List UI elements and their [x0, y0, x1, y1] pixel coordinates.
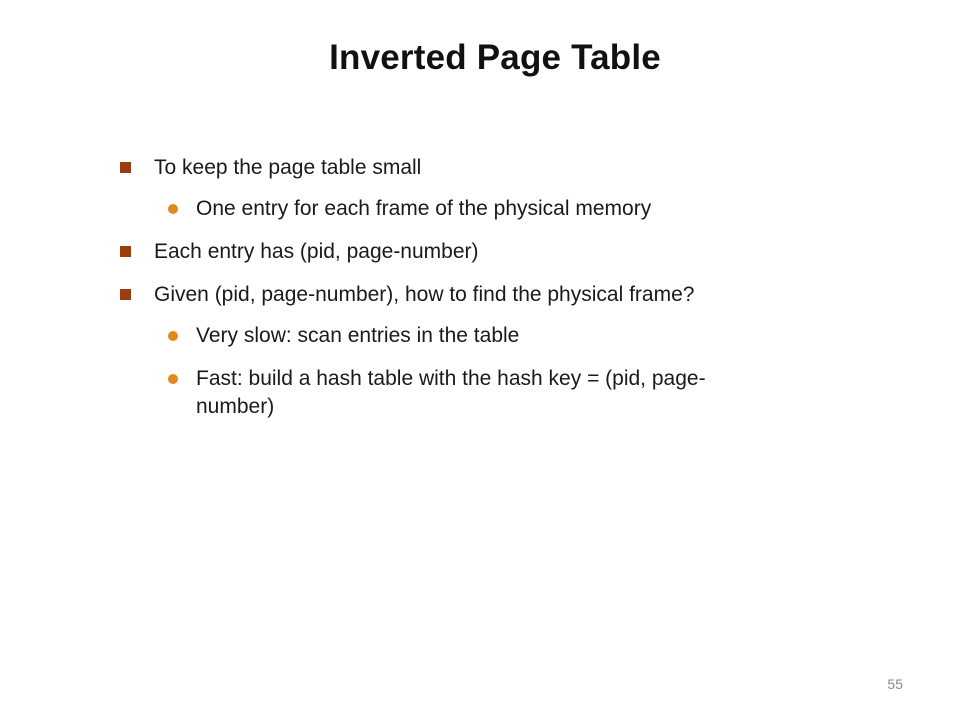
- bullet-item: [120, 154, 760, 182]
- sub-bullet-text: One entry for each frame of the physical memory: [196, 197, 652, 220]
- sub-bullet-text: Very slow: scan entries in the table: [196, 324, 520, 347]
- dot-bullet-icon: [168, 331, 178, 341]
- dot-bullet-icon: [168, 374, 178, 384]
- sub-bullet-text: Fast: build a hash table with the hash key = (pid, page-number): [196, 367, 706, 418]
- sub-bullet-item: [120, 365, 760, 421]
- page-number: 55: [887, 676, 903, 692]
- square-bullet-icon: [120, 246, 131, 257]
- sub-bullet-item: [120, 322, 760, 350]
- dot-bullet-icon: [168, 204, 178, 214]
- bullet-list: [120, 154, 760, 436]
- bullet-text: Given (pid, page-number), how to find the physical frame?: [154, 283, 695, 306]
- square-bullet-icon: [120, 289, 131, 300]
- square-bullet-icon: [120, 162, 131, 173]
- bullet-item: [120, 238, 760, 266]
- slide-title: Inverted Page Table: [329, 38, 661, 77]
- sub-bullet-item: [120, 195, 760, 223]
- bullet-item: [120, 281, 760, 309]
- bullet-text: To keep the page table small: [154, 156, 422, 179]
- bullet-text: Each entry has (pid, page-number): [154, 240, 479, 263]
